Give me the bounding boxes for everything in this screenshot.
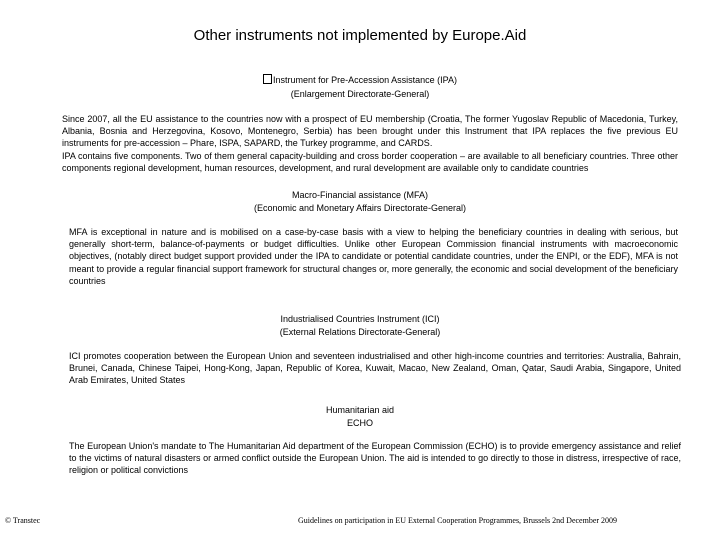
page-title: Other instruments not implemented by Europe.Aid <box>193 27 527 44</box>
ipa-paragraph-2: IPA contains five components. Two of them general capacity-building and cross border cooperation – are available to all beneficiary countries. Three other components regional development, human resources, development, and rural development are available only to candidate countries <box>62 151 678 174</box>
footer-citation: Guidelines on participation in EU External Cooperation Programmes, Brussels 2nd December 2009 <box>298 516 618 525</box>
mfa-subheading: (Economic and Monetary Affairs Directorate-General) <box>254 203 466 213</box>
echo-paragraph: The European Union's mandate to The Humanitarian Aid department of the European Commission (ECHO) is to provide emergency assistance and relief to the victims of natural disasters or armed conflict outside the European Union. The aid is intended to go directly to those in distress, irrespective of race, religion or political convictions <box>69 441 681 476</box>
footer-copyright: © Transtec <box>5 516 41 525</box>
echo-heading: Humanitarian aid <box>325 405 395 415</box>
mfa-heading: Macro-Financial assistance (MFA) <box>291 190 429 200</box>
ipa-heading: Instrument for Pre-Accession Assistance (IPA) <box>0 74 720 87</box>
ici-subheading: (External Relations Directorate-General) <box>279 327 441 337</box>
mfa-paragraph: MFA is exceptional in nature and is mobilised on a case-by-case basis with a view to helping the beneficiary countries in dealing with serious, but generally short-term, balance-of-payments or budget difficulties. Unlike other European Commission financial instruments with macroeconomic objectives, (notably direct budget support provided under the IPA to candidate or potential candidate countries, under the ENPI, or the EDF), MFA is not meant to provide a regular financial support framework for structural changes or, more generally, the economic and social development of the beneficiary countries <box>69 227 678 286</box>
ipa-paragraph-1: Since 2007, all the EU assistance to the countries now with a prospect of EU membership (Croatia, The former Yugoslav Republic of Macedonia, Turkey, Albania, Bosnia and Herzegovina, Kosovo, Montenegro, Serbia) has been brought under this Instrument that IPA replaces the five previous EU instruments for pre-accession – Phare, ISPA, SAPARD, the Turkey programme, and CARDS. <box>62 114 678 149</box>
ici-heading: Industrialised Countries Instrument (ICI) <box>280 314 440 324</box>
ipa-subheading: (Enlargement Directorate-General) <box>290 89 430 99</box>
echo-subheading: ECHO <box>346 418 373 428</box>
bullet-box-icon <box>263 74 272 84</box>
ici-paragraph: ICI promotes cooperation between the European Union and seventeen industrialised and other high-income countries and territories: Australia, Bahrain, Brunei, Canada, Chinese Taipei, Hong-Kong, Japan, Republic of Korea, Kuwait, Macao, New Zealand, Oman, Qatar, Saudi Arabia, Singapore, United Arab Emirates, United States <box>69 351 681 386</box>
